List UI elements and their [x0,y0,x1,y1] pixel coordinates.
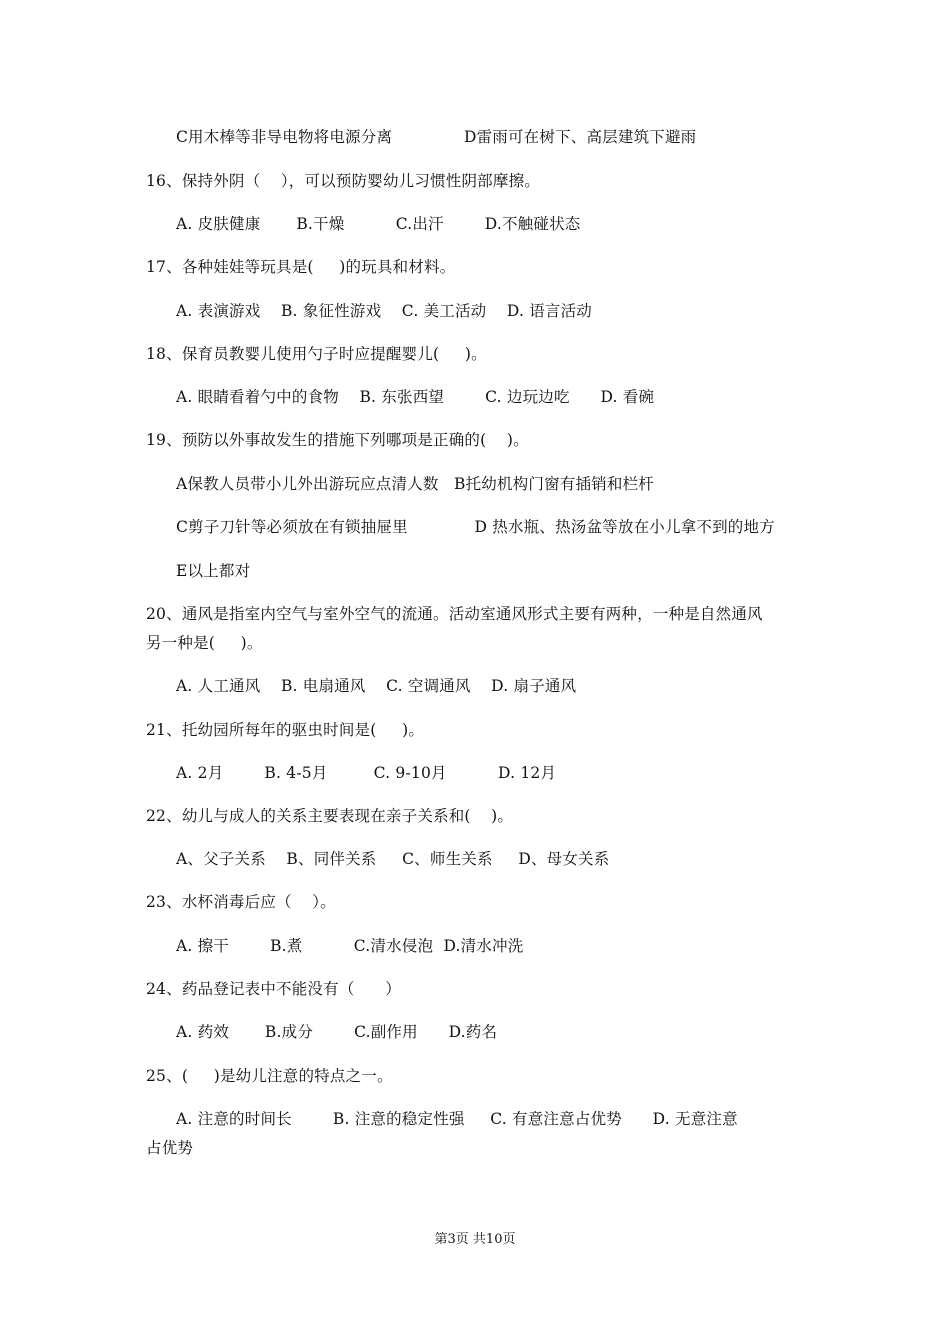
question-text: 23、水杯消毒后应（ ）。 [146,893,336,911]
answer-options: A. 皮肤健康 B.干燥 C.出汗 D.不触碰状态 [176,215,581,233]
question-text: 19、预防以外事故发生的措施下列哪项是正确的( )。 [146,431,529,449]
answer-options: A保教人员带小儿外出游玩应点清人数 B托幼机构门窗有插销和栏杆 [176,475,654,493]
question-text: 25、( )是幼儿注意的特点之一。 [146,1067,393,1085]
question-text: 21、托幼园所每年的驱虫时间是( )。 [146,721,425,739]
answer-options: A. 人工通风 B. 电扇通风 C. 空调通风 D. 扇子通风 [176,677,577,695]
page-footer: 第3页 共10页 [434,1232,516,1247]
question-text: 17、各种娃娃等玩具是( )的玩具和材料。 [146,258,456,276]
question-text: 16、保持外阴（ ），可以预防婴幼儿习惯性阴部摩擦。 [146,172,540,190]
answer-options: E以上都对 [176,562,251,580]
answer-options: A. 擦干 B.煮 C.清水侵泡 D.清水冲洗 [176,937,524,955]
answer-options: A、父子关系 B、同伴关系 C、师生关系 D、母女关系 [176,850,610,868]
question-text: 20、通风是指室内空气与室外空气的流通。活动室通风形式主要有两种，一种是自然通风 [146,605,763,623]
question-text: 占优势 [146,1139,194,1157]
question-text: 24、药品登记表中不能没有（ ） [146,980,401,998]
answer-options: A. 2月 B. 4-5月 C. 9-10月 D. 12月 [176,764,557,782]
question-text: 18、保育员教婴儿使用勺子时应提醒婴儿( )。 [146,345,487,363]
answer-options: C剪子刀针等必须放在有锁抽屉里 D 热水瓶、热汤盆等放在小儿拿不到的地方 [176,518,775,536]
answer-options: A. 药效 B.成分 C.副作用 D.药名 [176,1023,498,1041]
question-text: 另一种是( )。 [146,634,263,652]
answer-options: A. 眼睛看着勺中的食物 B. 东张西望 C. 边玩边吃 D. 看碗 [176,388,655,406]
answer-options: A. 注意的时间长 B. 注意的稳定性强 C. 有意注意占优势 D. 无意注意 [176,1110,738,1128]
question-text: 22、幼儿与成人的关系主要表现在亲子关系和( )。 [146,807,514,825]
answer-options: A. 表演游戏 B. 象征性游戏 C. 美工活动 D. 语言活动 [176,302,593,320]
answer-options: C用木棒等非导电物将电源分离 D雷雨可在树下、高层建筑下避雨 [176,128,697,146]
